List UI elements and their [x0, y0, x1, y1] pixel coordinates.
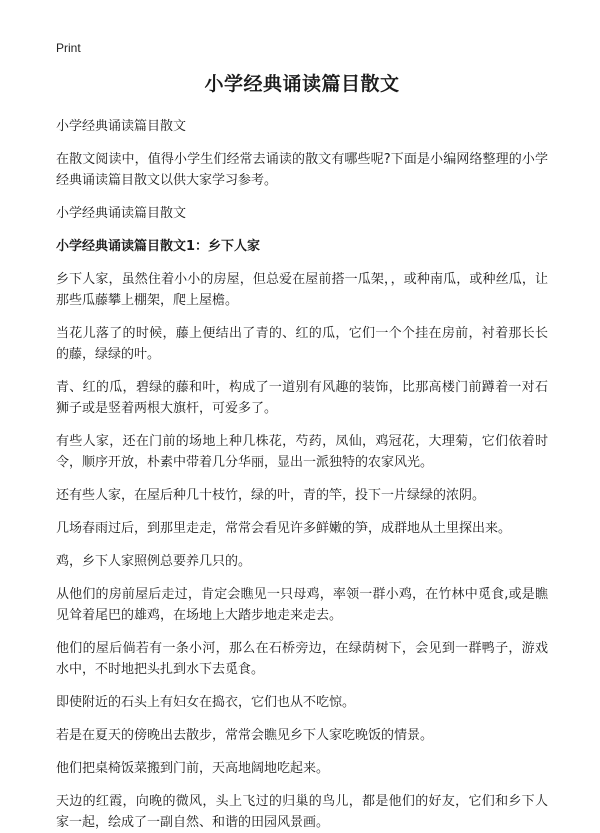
paragraph: 若是在夏天的傍晚出去散步，常常会瞧见乡下人家吃晚饭的情景。 [56, 728, 434, 743]
paragraph: 天边的红霞，向晚的微风，头上飞过的归巢的鸟儿，都是他们的好友，它们和乡下人家一起，绘成了一副自然、和谐的田园风景画。 [56, 794, 548, 830]
section-heading: 小学经典诵读篇目散文1：乡下人家 [56, 239, 261, 254]
paragraph: 几场春雨过后，到那里走走，常常会看见许多鲜嫩的笋，成群地从土里探出来。 [56, 521, 512, 536]
paragraph: 青、红的瓜，碧绿的藤和叶，构成了一道别有风趣的装饰，比那高楼门前蹲着一对石狮子或是竖着两根大旗杆，可爱多了。 [56, 380, 548, 416]
paragraph: 他们的屋后倘若有一条小河，那么在石桥旁边，在绿荫树下，会见到一群鸭子，游戏水中，不时地把头扎到水下去觅食。 [56, 641, 548, 677]
article-body [56, 116, 548, 833]
paragraph: 当花儿落了的时候，藤上便结出了青的、红的瓜，它们一个个挂在房前，衬着那长长的藤，绿绿的叶。 [56, 326, 548, 362]
paragraph: 乡下人家，虽然住着小小的房屋，但总爱在屋前搭一瓜架，，或种南瓜，或种丝瓜，让那些瓜藤攀上棚架，爬上屋檐。 [56, 272, 548, 308]
paragraph: 小学经典诵读篇目散文 [56, 119, 187, 134]
paragraph: 还有些人家，在屋后种几十枝竹，绿的叶，青的竿，投下一片绿绿的浓阴。 [56, 488, 486, 503]
paragraph: 即使附近的石头上有妇女在捣衣，它们也从不吃惊。 [56, 695, 356, 710]
paragraph: 小学经典诵读篇目散文 [56, 206, 187, 221]
paragraph: 从他们的房前屋后走过，肯定会瞧见一只母鸡，率领一群小鸡，在竹林中觅食,或是瞧见耸着尾巴的雄鸡，在场地上大踏步地走来走去。 [56, 587, 548, 623]
paragraph: 在散文阅读中，值得小学生们经常去诵读的散文有哪些呢?下面是小编网络整理的小学经典诵读篇目散文以供大家学习参考。 [56, 152, 548, 188]
paragraph: 有些人家，还在门前的场地上种几株花，芍药，凤仙，鸡冠花，大理菊，它们依着时令，顺序开放，朴素中带着几分华丽，显出一派独特的农家风光。 [56, 434, 548, 470]
page-title: 小学经典诵读篇目散文 [204, 73, 400, 95]
print-link[interactable]: Print [56, 41, 81, 55]
paragraph: 鸡，乡下人家照例总要养几只的。 [56, 554, 252, 569]
paragraph: 他们把桌椅饭菜搬到门前，天高地阔地吃起来。 [56, 761, 330, 776]
